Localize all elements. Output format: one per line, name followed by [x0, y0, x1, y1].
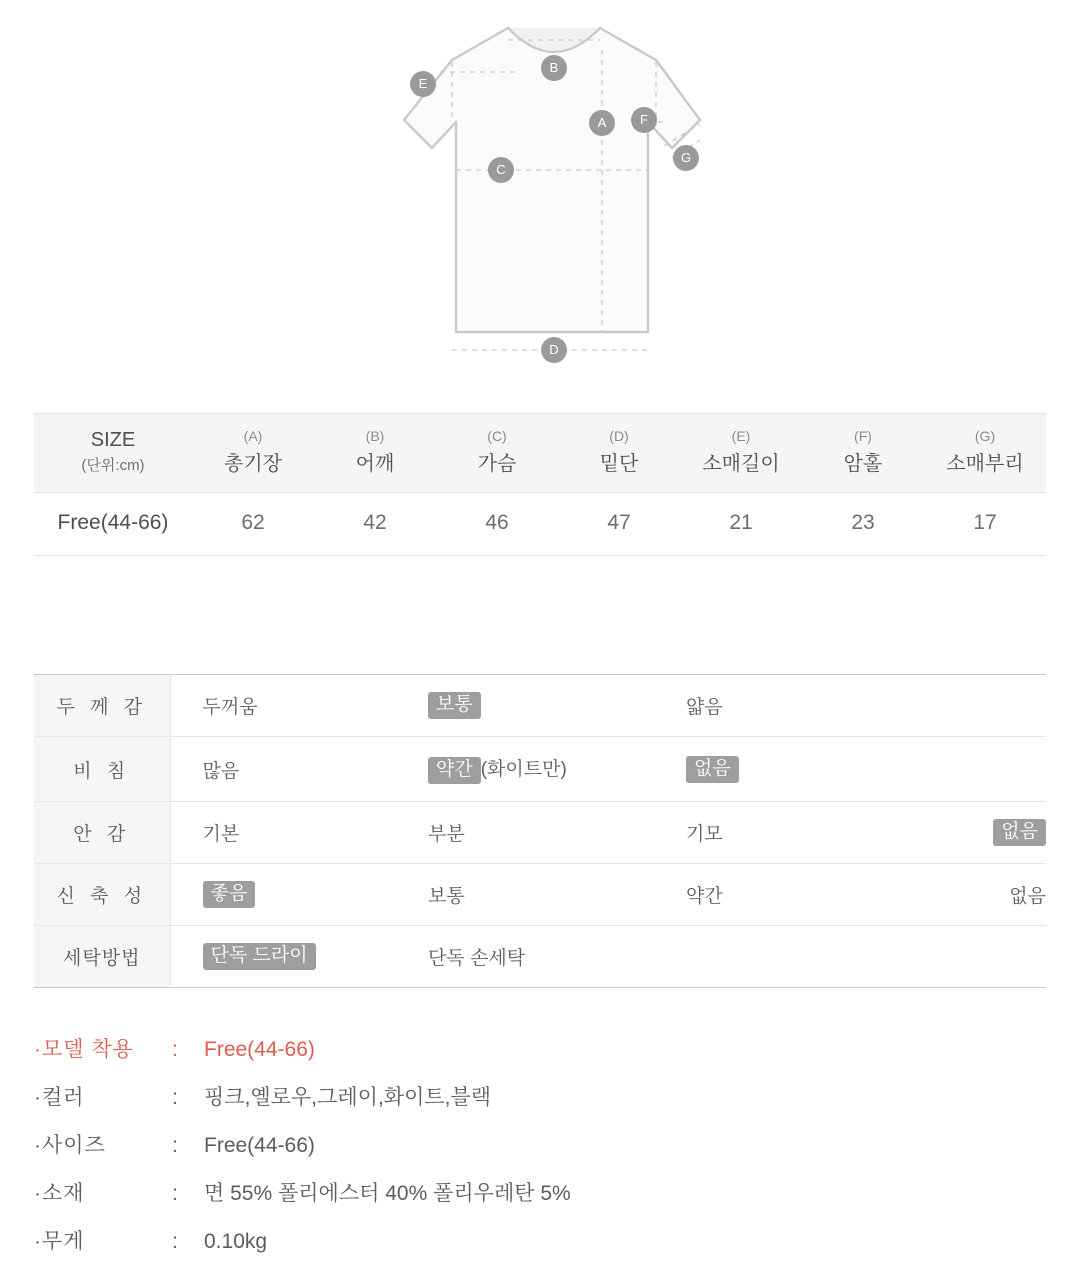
size-header-name-e: 소매길이 — [702, 453, 780, 475]
spec-option-text-selected: 보통 — [428, 692, 481, 719]
spec-option-text: 보통 — [428, 886, 465, 907]
spec-option-text: 기모 — [686, 824, 723, 845]
marker-c: C — [488, 157, 514, 183]
info-value: 0.10kg — [204, 1230, 268, 1253]
size-header-col-a — [192, 414, 314, 493]
list-item-color — [34, 1072, 1046, 1120]
spec-option-washing-4 — [882, 926, 1046, 988]
info-value: 면 55% 폴리에스터 40% 폴리우레탄 5% — [204, 1182, 571, 1205]
spec-option-transparency-4 — [882, 737, 1046, 802]
spec-option-text: 많음 — [202, 760, 240, 782]
size-value-e: 21 — [680, 493, 802, 556]
size-header-unit-label: (단위:cm) — [81, 457, 145, 474]
spec-option-thickness-2 — [396, 675, 654, 737]
size-value-f: 23 — [802, 493, 924, 556]
size-header-code-c: (C) — [487, 428, 507, 444]
table-row-lining — [34, 802, 1046, 864]
size-table — [34, 413, 1046, 556]
size-header-col-d — [558, 414, 680, 493]
info-value: Free(44-66) — [204, 1038, 315, 1061]
tshirt-outline-svg — [0, 0, 1080, 395]
spec-option-text: 두꺼움 — [202, 697, 258, 718]
size-header-code-g: (G) — [974, 428, 996, 444]
spec-option-elasticity-2 — [396, 864, 654, 926]
size-header-code-b: (B) — [365, 428, 385, 444]
spec-option-text: 약간 — [686, 886, 723, 907]
spec-option-elasticity-4 — [882, 864, 1046, 926]
marker-d: D — [541, 337, 567, 363]
marker-e: E — [410, 71, 436, 97]
info-key: ·소재 — [34, 1182, 85, 1205]
size-header-size — [34, 414, 192, 493]
spec-option-washing-1 — [170, 926, 396, 988]
spec-option-text: 부분 — [428, 824, 465, 845]
table-row-thickness — [34, 675, 1046, 737]
spec-option-lining-1 — [170, 802, 396, 864]
size-value-g: 17 — [924, 493, 1046, 556]
size-header-col-f — [802, 414, 924, 493]
size-header-name-f: 암홀 — [843, 453, 883, 475]
spec-label-lining: 안 감 — [34, 802, 170, 864]
size-header-name-g: 소매부리 — [946, 453, 1024, 475]
table-row-transparency — [34, 737, 1046, 802]
spec-option-elasticity-1 — [170, 864, 396, 926]
spec-option-lining-3 — [654, 802, 882, 864]
info-key: ·모델 착용 — [34, 1038, 134, 1061]
tshirt-measurement-diagram — [0, 0, 1080, 395]
size-header-col-c — [436, 414, 558, 493]
spec-option-text-selected: 약간 — [428, 757, 481, 784]
spec-option-washing-3 — [654, 926, 882, 988]
info-colon: : — [172, 1182, 178, 1205]
spec-label-washing: 세탁방법 — [34, 926, 170, 988]
list-item-weight — [34, 1216, 1046, 1264]
table-row-elasticity — [34, 864, 1046, 926]
spec-option-text: 얇음 — [686, 697, 723, 718]
spec-option-thickness-3 — [654, 675, 882, 737]
list-item-size — [34, 1120, 1046, 1168]
info-key: ·사이즈 — [34, 1134, 106, 1157]
product-info-list — [34, 1024, 1046, 1264]
fabric-spec-table — [34, 674, 1046, 988]
size-header-col-e — [680, 414, 802, 493]
spec-option-text-selected: 없음 — [686, 756, 739, 783]
info-colon: : — [172, 1134, 178, 1157]
table-row — [34, 493, 1046, 556]
spec-option-text-selected: 좋음 — [203, 881, 256, 908]
list-item-model-wearing — [34, 1024, 1046, 1072]
spec-option-text-selected: 단독 드라이 — [203, 943, 316, 970]
size-value-d: 47 — [558, 493, 680, 556]
size-header-size-label: SIZE — [90, 429, 136, 451]
spec-label-elasticity: 신 축 성 — [34, 864, 170, 926]
info-key: ·무게 — [34, 1230, 85, 1253]
fabric-spec-body — [34, 675, 1046, 988]
spec-option-text: 단독 손세탁 — [428, 948, 526, 969]
spec-option-text: 기본 — [202, 824, 240, 845]
spec-option-lining-4 — [882, 802, 1046, 864]
size-header-code-a: (A) — [243, 428, 263, 444]
spec-option-thickness-4 — [882, 675, 1046, 737]
info-colon: : — [172, 1086, 178, 1109]
marker-b: B — [541, 55, 567, 81]
size-header-code-d: (D) — [609, 428, 629, 444]
spec-option-washing-2 — [396, 926, 654, 988]
info-value: 핑크,옐로우,그레이,화이트,블랙 — [204, 1086, 492, 1109]
info-value: Free(44-66) — [204, 1134, 315, 1157]
spec-option-thickness-1 — [170, 675, 396, 737]
size-table-body — [34, 493, 1046, 556]
size-value-a: 62 — [192, 493, 314, 556]
spec-option-transparency-2 — [396, 737, 654, 802]
spec-option-lining-2 — [396, 802, 654, 864]
size-header-name-b: 어깨 — [355, 453, 395, 475]
size-row-name: Free(44-66) — [34, 493, 192, 556]
info-colon: : — [172, 1230, 178, 1253]
spec-label-thickness: 두 께 감 — [34, 675, 170, 737]
spec-option-text-selected: 없음 — [993, 819, 1046, 846]
size-value-c: 46 — [436, 493, 558, 556]
size-header-name-d: 밑단 — [599, 453, 639, 475]
spec-option-note: (화이트만) — [480, 759, 567, 780]
spec-option-text: 없음 — [1009, 886, 1046, 907]
size-table-header-row — [34, 414, 1046, 493]
size-header-code-e: (E) — [731, 428, 751, 444]
size-header-col-g — [924, 414, 1046, 493]
size-header-code-f: (F) — [854, 428, 872, 444]
size-header-name-c: 가슴 — [477, 453, 517, 475]
spec-option-transparency-1 — [170, 737, 396, 802]
size-value-b: 42 — [314, 493, 436, 556]
size-header-name-a: 총기장 — [224, 453, 282, 475]
size-header-col-b — [314, 414, 436, 493]
marker-a: A — [589, 110, 615, 136]
table-row-washing — [34, 926, 1046, 988]
spec-label-transparency: 비 침 — [34, 737, 170, 802]
info-colon: : — [172, 1038, 178, 1061]
info-key: ·컬러 — [34, 1086, 85, 1109]
spec-option-elasticity-3 — [654, 864, 882, 926]
marker-f: F — [631, 107, 657, 133]
marker-g: G — [673, 145, 699, 171]
size-table-head — [34, 414, 1046, 493]
spec-option-transparency-3 — [654, 737, 882, 802]
